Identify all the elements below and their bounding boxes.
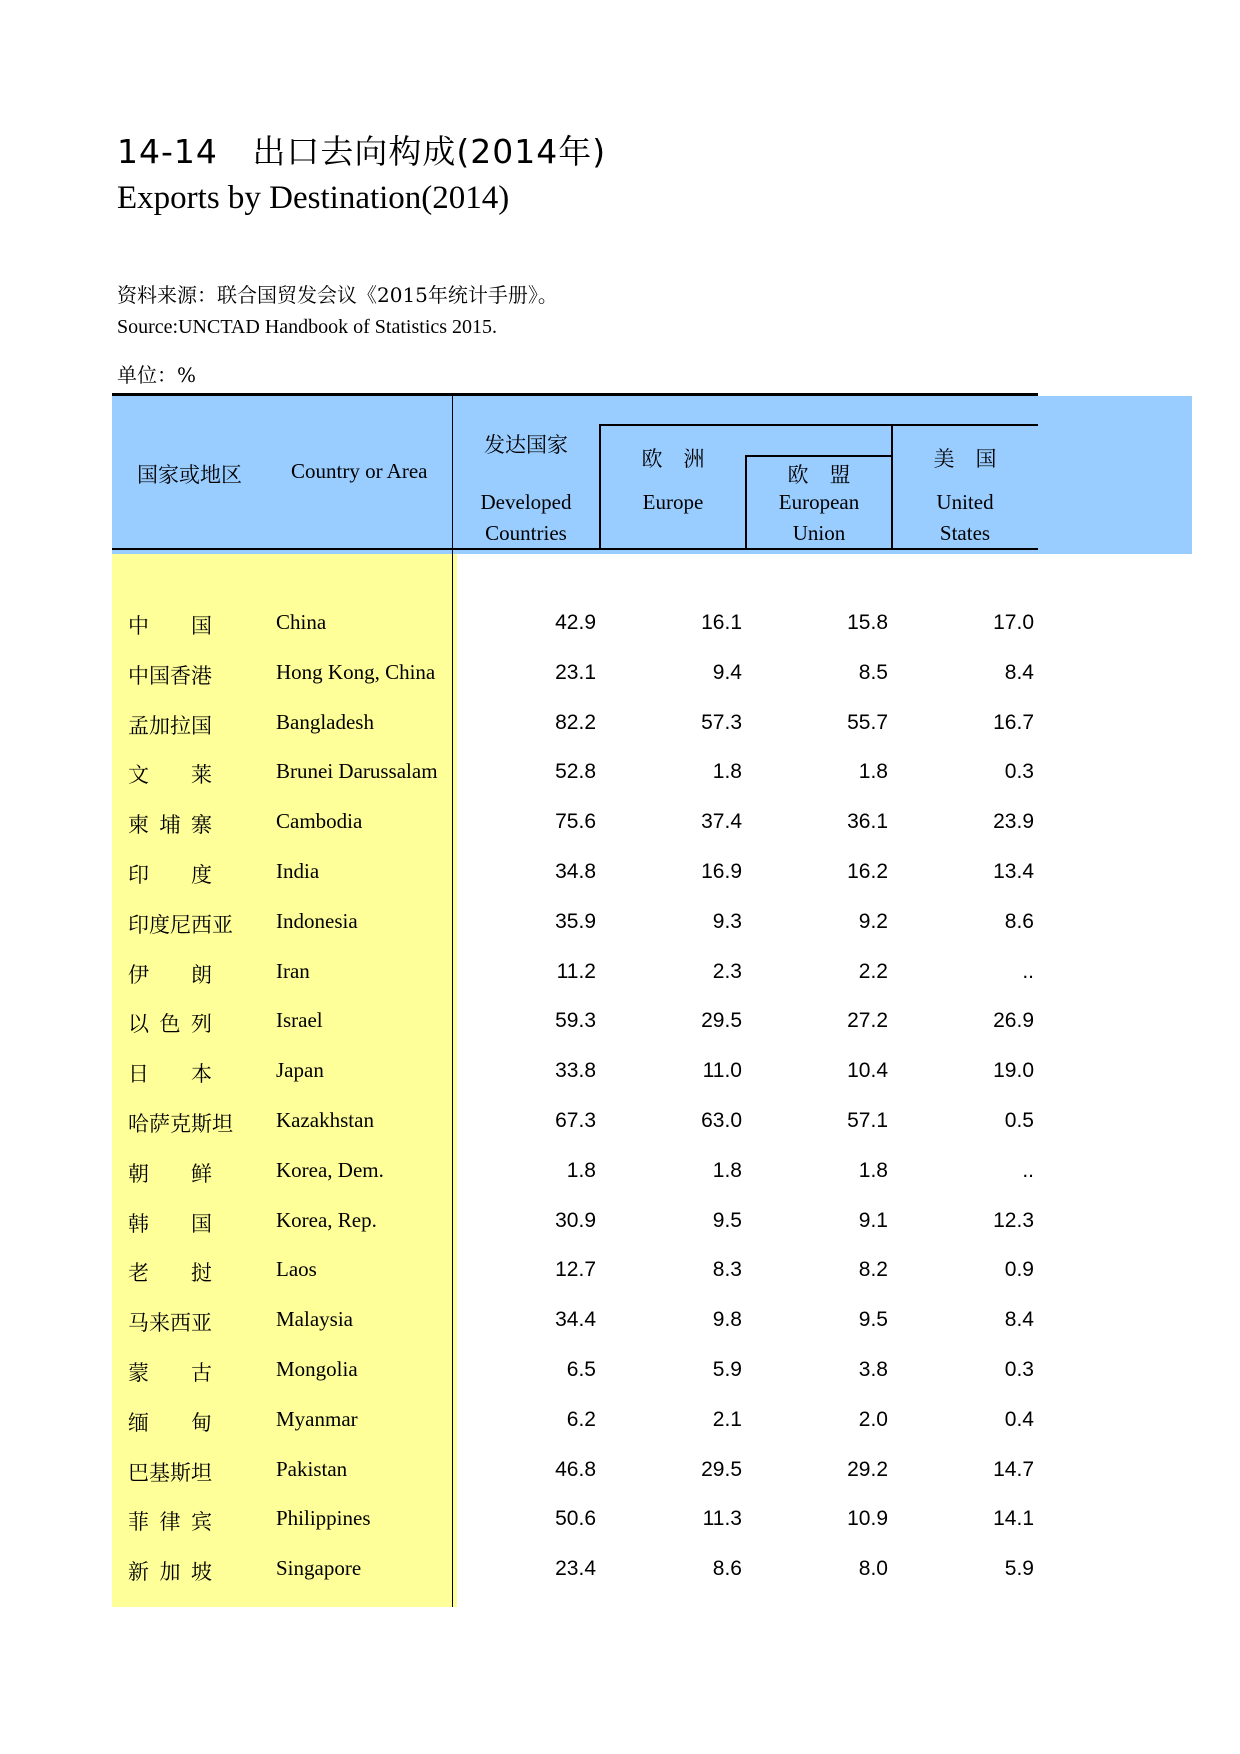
row-value-europe: 11.3 xyxy=(702,1507,742,1530)
top-rule xyxy=(112,393,1038,396)
page-title-en: Exports by Destination(2014) xyxy=(117,180,510,216)
row-country-en: Kazakhstan xyxy=(276,1108,374,1132)
row-country-cn: 韩国 xyxy=(128,1212,212,1236)
table-number: 14-14 xyxy=(117,132,218,171)
row-value-us: 17.0 xyxy=(993,611,1034,634)
row-country-cn: 文莱 xyxy=(128,763,212,787)
row-value-eu: 57.1 xyxy=(847,1109,888,1132)
row-country-cn: 蒙古 xyxy=(128,1361,212,1385)
row-value-europe: 29.5 xyxy=(701,1458,742,1481)
header-europe-cn: 欧 洲 xyxy=(641,447,705,471)
row-country-cn: 新加坡 xyxy=(128,1560,212,1584)
row-country-en: Myanmar xyxy=(276,1407,358,1431)
header-europe-en: Europe xyxy=(642,490,704,514)
row-value-us: 19.0 xyxy=(993,1059,1034,1082)
row-value-developed: 52.8 xyxy=(555,760,596,783)
row-value-eu: 27.2 xyxy=(847,1009,888,1032)
row-value-us: .. xyxy=(1022,960,1034,983)
row-value-europe: 9.3 xyxy=(712,910,742,933)
row-country-en: China xyxy=(276,610,327,634)
row-value-developed: 50.6 xyxy=(555,1507,596,1530)
unit-label: 单位：% xyxy=(117,363,197,387)
row-country-en: Korea, Dem. xyxy=(276,1158,384,1182)
title-cn-text: 出口去向构成(2014年) xyxy=(252,132,607,171)
row-value-eu: 55.7 xyxy=(847,711,888,734)
row-value-us: 0.3 xyxy=(1004,1358,1034,1381)
row-value-europe: 1.8 xyxy=(712,1159,742,1182)
row-value-eu: 9.2 xyxy=(858,910,888,933)
row-value-eu: 2.2 xyxy=(858,960,888,983)
row-value-developed: 67.3 xyxy=(555,1109,596,1132)
row-value-europe: 2.3 xyxy=(712,960,742,983)
row-value-europe: 63.0 xyxy=(701,1109,742,1132)
row-value-europe: 8.6 xyxy=(712,1557,742,1580)
row-value-developed: 23.1 xyxy=(555,661,596,684)
header-eu-en-2: Union xyxy=(792,521,846,545)
row-value-us: 0.4 xyxy=(1004,1408,1034,1431)
row-value-developed: 33.8 xyxy=(555,1059,596,1082)
row-value-eu: 8.2 xyxy=(858,1258,888,1281)
header-us-cn: 美 国 xyxy=(933,447,997,471)
row-value-eu: 15.8 xyxy=(847,611,888,634)
row-country-en: India xyxy=(276,859,320,883)
row-value-us: 14.7 xyxy=(993,1458,1034,1481)
row-country-en: Pakistan xyxy=(276,1457,348,1481)
row-country-en: Philippines xyxy=(276,1506,371,1530)
row-country-cn: 日本 xyxy=(128,1062,212,1086)
row-value-developed: 75.6 xyxy=(555,810,596,833)
row-country-en: Japan xyxy=(276,1058,324,1082)
row-country-cn: 哈萨克斯坦 xyxy=(128,1112,233,1136)
row-country-en: Iran xyxy=(276,959,310,983)
row-country-en: Hong Kong, China xyxy=(276,660,436,684)
row-country-cn: 中国香港 xyxy=(128,664,212,688)
row-value-developed: 30.9 xyxy=(555,1209,596,1232)
row-value-eu: 8.5 xyxy=(858,661,888,684)
row-value-europe: 5.9 xyxy=(712,1358,742,1381)
row-country-cn: 朝鲜 xyxy=(128,1162,212,1186)
source-cn: 资料来源：联合国贸发会议《2015年统计手册》。 xyxy=(117,283,558,307)
row-value-us: 23.9 xyxy=(993,810,1034,833)
row-country-en: Mongolia xyxy=(276,1357,358,1381)
row-value-eu: 10.4 xyxy=(847,1059,888,1082)
row-value-us: 26.9 xyxy=(993,1009,1034,1032)
row-value-eu: 9.1 xyxy=(858,1209,888,1232)
row-value-europe: 57.3 xyxy=(701,711,742,734)
header-country-en: Country or Area xyxy=(291,459,428,483)
eu-top-rule xyxy=(745,455,893,457)
row-value-eu: 8.0 xyxy=(858,1557,888,1580)
country-divider xyxy=(452,396,453,1607)
row-country-en: Cambodia xyxy=(276,809,363,833)
row-value-europe: 2.1 xyxy=(712,1408,742,1431)
row-value-europe: 16.9 xyxy=(701,860,742,883)
row-value-us: 5.9 xyxy=(1004,1557,1034,1580)
header-us-en-2: States xyxy=(939,521,991,545)
row-value-eu: 9.5 xyxy=(858,1308,888,1331)
row-value-developed: 34.8 xyxy=(555,860,596,883)
row-value-europe: 8.3 xyxy=(712,1258,742,1281)
row-value-developed: 6.5 xyxy=(566,1358,596,1381)
source-en: Source:UNCTAD Handbook of Statistics 2015. xyxy=(117,316,498,338)
row-value-eu: 36.1 xyxy=(847,810,888,833)
row-value-developed: 46.8 xyxy=(555,1458,596,1481)
row-value-eu: 1.8 xyxy=(858,760,888,783)
header-bottom-rule xyxy=(112,548,1038,550)
row-value-us: 0.9 xyxy=(1004,1258,1034,1281)
row-value-us: 14.1 xyxy=(993,1507,1034,1530)
row-country-en: Indonesia xyxy=(276,909,358,933)
row-value-us: 8.4 xyxy=(1004,1308,1034,1331)
row-value-us: 16.7 xyxy=(993,711,1034,734)
row-value-us: 0.5 xyxy=(1004,1109,1034,1132)
row-value-developed: 23.4 xyxy=(555,1557,596,1580)
row-value-developed: 82.2 xyxy=(555,711,596,734)
row-value-developed: 35.9 xyxy=(555,910,596,933)
row-value-europe: 9.5 xyxy=(712,1209,742,1232)
row-value-developed: 11.2 xyxy=(556,960,596,983)
row-country-cn: 缅甸 xyxy=(128,1411,212,1435)
row-country-cn: 巴基斯坦 xyxy=(128,1461,212,1485)
row-country-en: Singapore xyxy=(276,1556,362,1580)
header-us-en-1: United xyxy=(936,490,994,514)
row-value-eu: 2.0 xyxy=(858,1408,888,1431)
row-value-europe: 1.8 xyxy=(712,760,742,783)
row-value-eu: 10.9 xyxy=(847,1507,888,1530)
row-value-developed: 59.3 xyxy=(555,1009,596,1032)
row-value-eu: 3.8 xyxy=(858,1358,888,1381)
row-value-us: 13.4 xyxy=(993,860,1034,883)
row-value-europe: 9.4 xyxy=(712,661,742,684)
row-value-developed: 34.4 xyxy=(555,1308,596,1331)
row-value-us: 8.6 xyxy=(1004,910,1034,933)
row-value-developed: 1.8 xyxy=(566,1159,596,1182)
row-value-europe: 16.1 xyxy=(701,611,742,634)
header-eu-cn: 欧 盟 xyxy=(787,463,851,487)
row-country-cn: 马来西亚 xyxy=(128,1311,212,1335)
row-country-en: Bangladesh xyxy=(276,710,374,734)
row-value-eu: 16.2 xyxy=(847,860,888,883)
row-country-en: Laos xyxy=(276,1257,317,1281)
row-country-cn: 印度尼西亚 xyxy=(128,913,233,937)
row-country-cn: 印度 xyxy=(128,863,212,887)
header-developed-en-2: Countries xyxy=(485,521,567,545)
row-country-cn: 以色列 xyxy=(128,1012,212,1036)
row-value-europe: 11.0 xyxy=(702,1059,742,1082)
header-developed-en-1: Developed xyxy=(480,490,572,514)
row-country-en: Korea, Rep. xyxy=(276,1208,377,1232)
row-country-en: Israel xyxy=(276,1008,323,1032)
header-developed-cn: 发达国家 xyxy=(484,433,568,457)
row-value-developed: 6.2 xyxy=(566,1408,596,1431)
row-value-eu: 1.8 xyxy=(858,1159,888,1182)
row-country-en: Brunei Darussalam xyxy=(276,759,438,783)
row-value-us: .. xyxy=(1022,1159,1034,1182)
row-value-us: 12.3 xyxy=(993,1209,1034,1232)
header-country-cn: 国家或地区 xyxy=(137,463,242,487)
row-value-eu: 29.2 xyxy=(847,1458,888,1481)
europe-top-rule xyxy=(599,424,1038,426)
header-eu-en-1: European xyxy=(778,490,860,514)
row-country-cn: 伊朗 xyxy=(128,963,212,987)
row-country-cn: 中国 xyxy=(128,614,212,638)
row-country-cn: 菲律宾 xyxy=(128,1510,212,1534)
page-title-cn xyxy=(117,126,606,173)
row-country-en: Malaysia xyxy=(276,1307,353,1331)
row-value-us: 8.4 xyxy=(1004,661,1034,684)
row-value-europe: 9.8 xyxy=(712,1308,742,1331)
row-country-cn: 孟加拉国 xyxy=(128,714,212,738)
row-value-developed: 12.7 xyxy=(555,1258,596,1281)
row-value-us: 0.3 xyxy=(1004,760,1034,783)
row-country-cn: 老挝 xyxy=(128,1261,212,1285)
row-value-europe: 37.4 xyxy=(701,810,742,833)
row-value-developed: 42.9 xyxy=(555,611,596,634)
row-country-cn: 柬埔寨 xyxy=(128,813,212,837)
row-value-europe: 29.5 xyxy=(701,1009,742,1032)
